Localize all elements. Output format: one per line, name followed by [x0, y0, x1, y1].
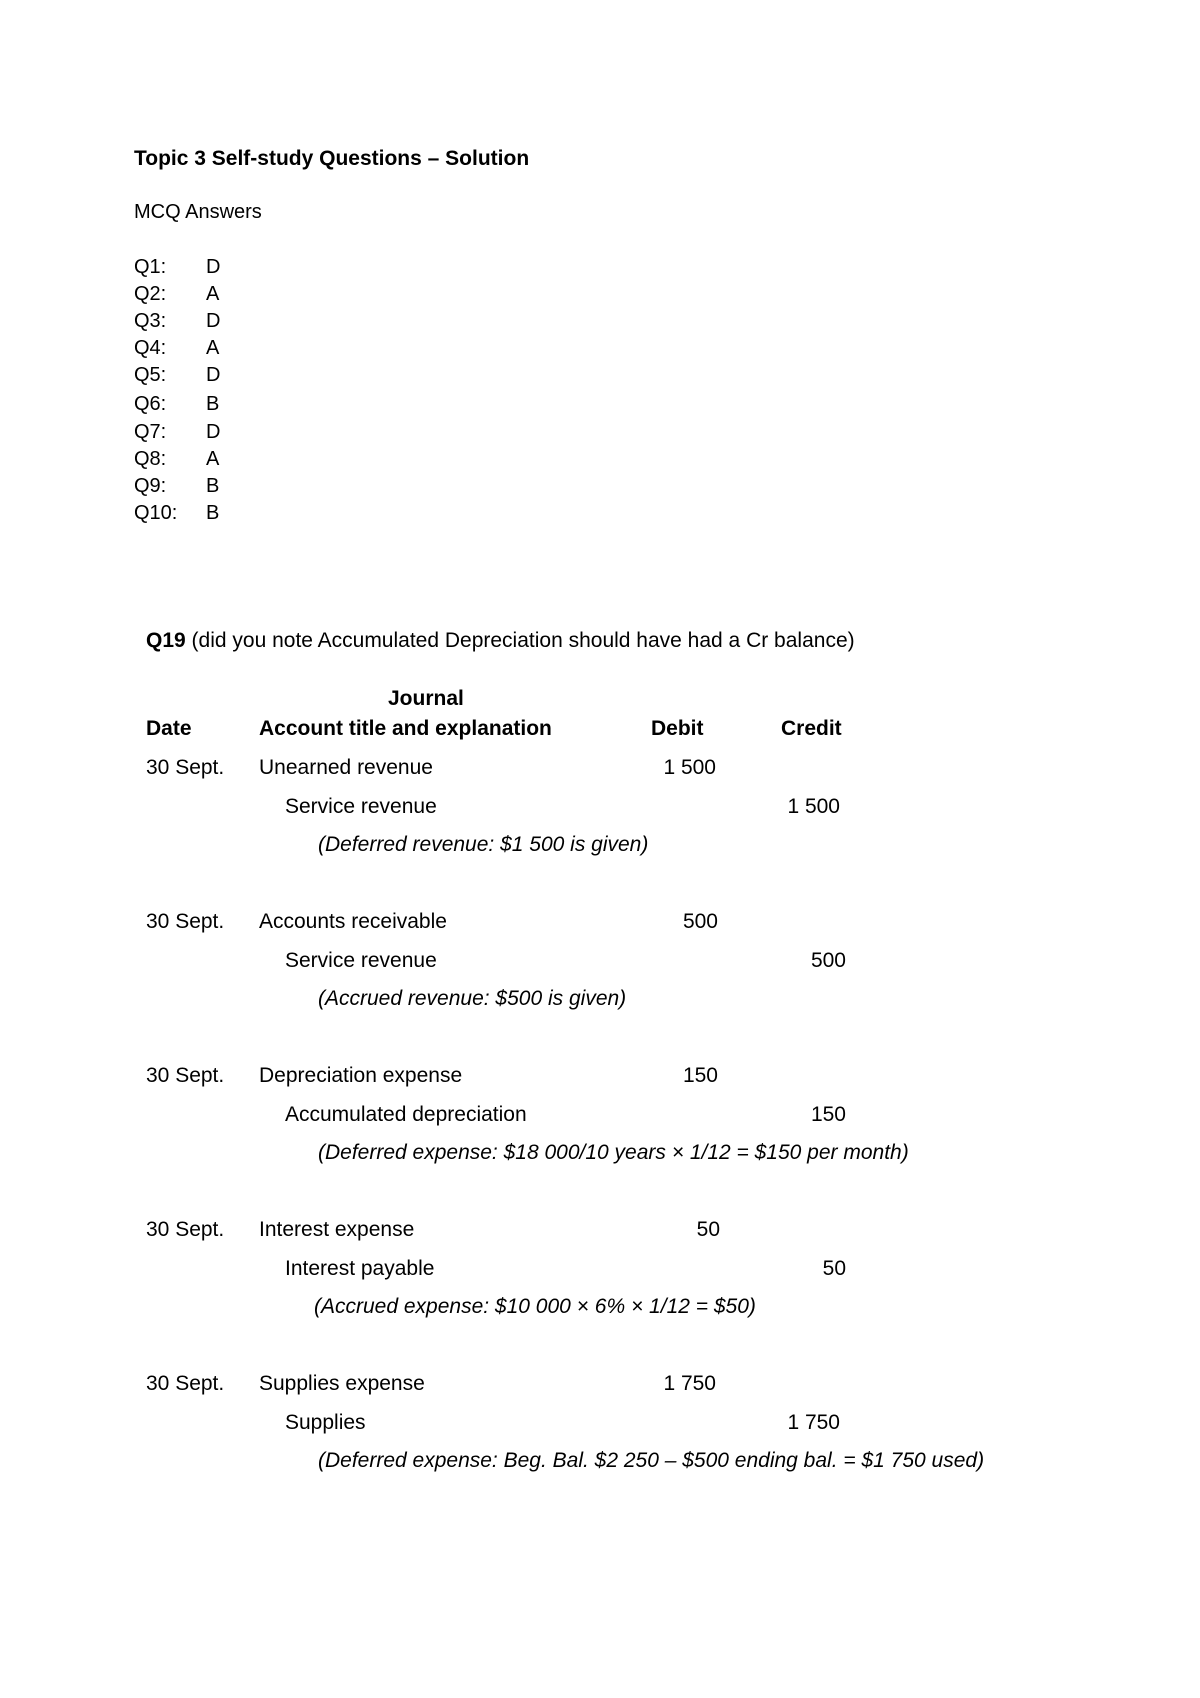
answer-letter: D [206, 364, 221, 386]
mcq-answer-row [134, 476, 219, 496]
answer-letter: B [206, 393, 220, 415]
q19-label: Q19 [146, 629, 186, 652]
column-header-credit: Credit [781, 717, 842, 740]
question-number: Q4: [134, 337, 167, 359]
journal-title: Journal [388, 687, 464, 710]
debit-account: Depreciation expense [259, 1064, 463, 1087]
debit-amount: 150 [682, 1064, 718, 1087]
mcq-answer-row [134, 422, 220, 442]
debit-amount: 500 [682, 910, 718, 933]
mcq-answer-row [134, 503, 219, 523]
question-number: Q9: [134, 475, 167, 497]
entry-explanation: (Accrued expense: $10 000 × 6% × 1/12 = $50) [314, 1295, 756, 1318]
question-number: Q8: [134, 448, 167, 470]
credit-amount: 150 [810, 1103, 846, 1126]
credit-amount: 500 [810, 949, 846, 972]
entry-explanation: (Deferred expense: $18 000/10 years × 1/12 = $150 per month) [318, 1141, 909, 1164]
answer-letter: A [206, 283, 220, 305]
mcq-answer-row [134, 257, 220, 277]
answer-letter: A [206, 337, 220, 359]
debit-amount: 50 [696, 1218, 720, 1241]
credit-account: Accumulated depreciation [285, 1103, 527, 1126]
credit-amount: 50 [822, 1257, 846, 1280]
mcq-answer-row [134, 449, 219, 469]
entry-explanation: (Accrued revenue: $500 is given) [318, 987, 627, 1010]
page-title: Topic 3 Self-study Questions – Solution [134, 147, 530, 170]
question-number: Q5: [134, 364, 167, 386]
credit-amount: 1 500 [787, 795, 840, 818]
answer-letter: B [206, 475, 220, 497]
debit-amount: 1 500 [663, 756, 716, 779]
mcq-answer-row [134, 311, 220, 331]
column-header-date: Date [146, 717, 192, 740]
debit-account: Interest expense [259, 1218, 415, 1241]
column-header-account: Account title and explanation [259, 717, 552, 740]
entry-date: 30 Sept. [146, 756, 225, 779]
credit-account: Supplies [285, 1411, 366, 1434]
mcq-heading: MCQ Answers [134, 201, 262, 223]
entry-date: 30 Sept. [146, 1372, 225, 1395]
mcq-answer-row [134, 394, 219, 414]
answer-letter: D [206, 421, 221, 443]
column-header-debit: Debit [651, 717, 704, 740]
question-number: Q6: [134, 393, 167, 415]
credit-account: Service revenue [285, 949, 437, 972]
mcq-answer-row [134, 365, 220, 385]
credit-account: Interest payable [285, 1257, 435, 1280]
credit-account: Service revenue [285, 795, 437, 818]
mcq-answer-row [134, 284, 219, 304]
answer-letter: B [206, 502, 220, 524]
entry-explanation: (Deferred revenue: $1 500 is given) [318, 833, 649, 856]
question-number: Q1: [134, 256, 167, 278]
mcq-answer-row [134, 338, 219, 358]
question-number: Q10: [134, 502, 178, 524]
debit-account: Supplies expense [259, 1372, 425, 1395]
question-number: Q3: [134, 310, 167, 332]
entry-date: 30 Sept. [146, 1218, 225, 1241]
credit-amount: 1 750 [787, 1411, 840, 1434]
answer-letter: D [206, 256, 221, 278]
answer-letter: A [206, 448, 220, 470]
debit-amount: 1 750 [663, 1372, 716, 1395]
entry-explanation: (Deferred expense: Beg. Bal. $2 250 – $500 ending bal. = $1 750 used) [318, 1449, 985, 1472]
q19-heading [146, 630, 855, 651]
entry-date: 30 Sept. [146, 1064, 225, 1087]
question-number: Q7: [134, 421, 167, 443]
q19-note: (did you note Accumulated Depreciation should have had a Cr balance) [185, 629, 855, 652]
debit-account: Unearned revenue [259, 756, 433, 779]
answer-letter: D [206, 310, 221, 332]
debit-account: Accounts receivable [259, 910, 447, 933]
question-number: Q2: [134, 283, 167, 305]
entry-date: 30 Sept. [146, 910, 225, 933]
